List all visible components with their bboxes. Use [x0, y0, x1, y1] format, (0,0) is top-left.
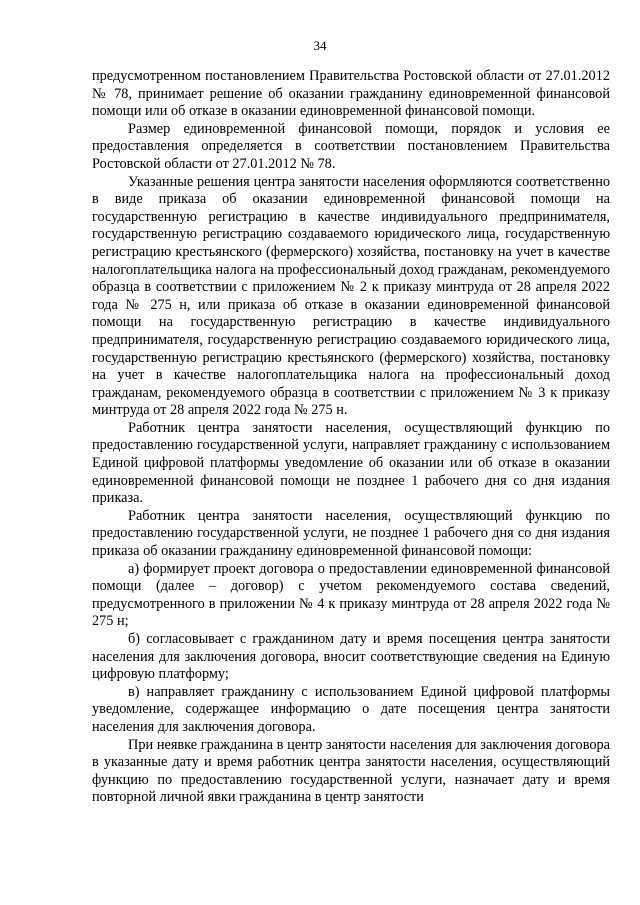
- list-item-c: в) направляет гражданину с использованием Единой цифровой платформы уведомление, содержащее информацию о дате посещения центра занятости населения для заключения договора.: [92, 683, 610, 735]
- paragraph-4: Работник центра занятости населения, осуществляющий функцию по предоставлению государственной услуги, направляет гражданину с использованием Единой цифровой платформы уведомление об оказании или об отказе в оказании единовременной финансовой помощи не позднее 1 рабочего дня со дня издания приказа.: [92, 419, 610, 507]
- document-body: [92, 68, 610, 807]
- page-number: 34: [313, 38, 327, 53]
- paragraph-1: предусмотренном постановлением Правительства Ростовской области от 27.01.2012 № 78, принимает решение об оказании гражданину единовременной финансовой помощи или об отказе в оказании единовременной финансовой помощи.: [92, 68, 610, 120]
- paragraph-2: Размер единовременной финансовой помощи, порядок и условия ее предоставления определяется в соответствии постановлением Правительства Ростовской области от 27.01.2012 № 78.: [92, 120, 610, 172]
- paragraph-3: Указанные решения центра занятости населения оформляются соответственно в виде приказа об оказании единовременной финансовой помощи на государственную регистрацию в качестве индивидуального предпринимателя, государственную регистрацию создаваемого юридического лица, государственную регистрацию крестьянского (фермерского) хозяйства, постановку на учет в качестве налогоплательщика налога на профессиональный доход гражданам, рекомендуемого образца в соответствии с приложением № 2 к приказу минтруда от 28 апреля 2022 года № 275 н, или приказа об отказе в оказании единовременной финансовой помощи на государственную регистрацию в качестве индивидуального предпринимателя, государственную регистрацию создаваемого юридического лица, государственную регистрацию крестьянского (фермерского) хозяйства, постановку на учет в качестве налогоплательщика налога на профессиональный доход гражданам, рекомендуемого образца в соответствии с приложением № 3 к приказу минтруда от 28 апреля 2022 года № 275 н.: [92, 173, 610, 419]
- paragraph-9: При неявке гражданина в центр занятости населения для заключения договора в указанные дату и время работник центра занятости населения, осуществляющий функцию по предоставлению государственной услуги, назначает дату и время повторной личной явки гражданина в центр занятости: [92, 736, 610, 806]
- list-item-b: б) согласовывает с гражданином дату и время посещения центра занятости населения для заключения договора, вносит соответствующие сведения на Единую цифровую платформу;: [92, 631, 610, 683]
- list-item-a: а) формирует проект договора о предоставлении единовременной финансовой помощи (далее – договор) с учетом рекомендуемого состава сведений, предусмотренного в приложении № 4 к приказу минтруда от 28 апреля 2022 года № 275 н;: [92, 560, 610, 630]
- paragraph-5: Работник центра занятости населения, осуществляющий функцию по предоставлению государственной услуги, не позднее 1 рабочего дня со дня издания приказа об оказании гражданину единовременной финансовой помощи:: [92, 507, 610, 560]
